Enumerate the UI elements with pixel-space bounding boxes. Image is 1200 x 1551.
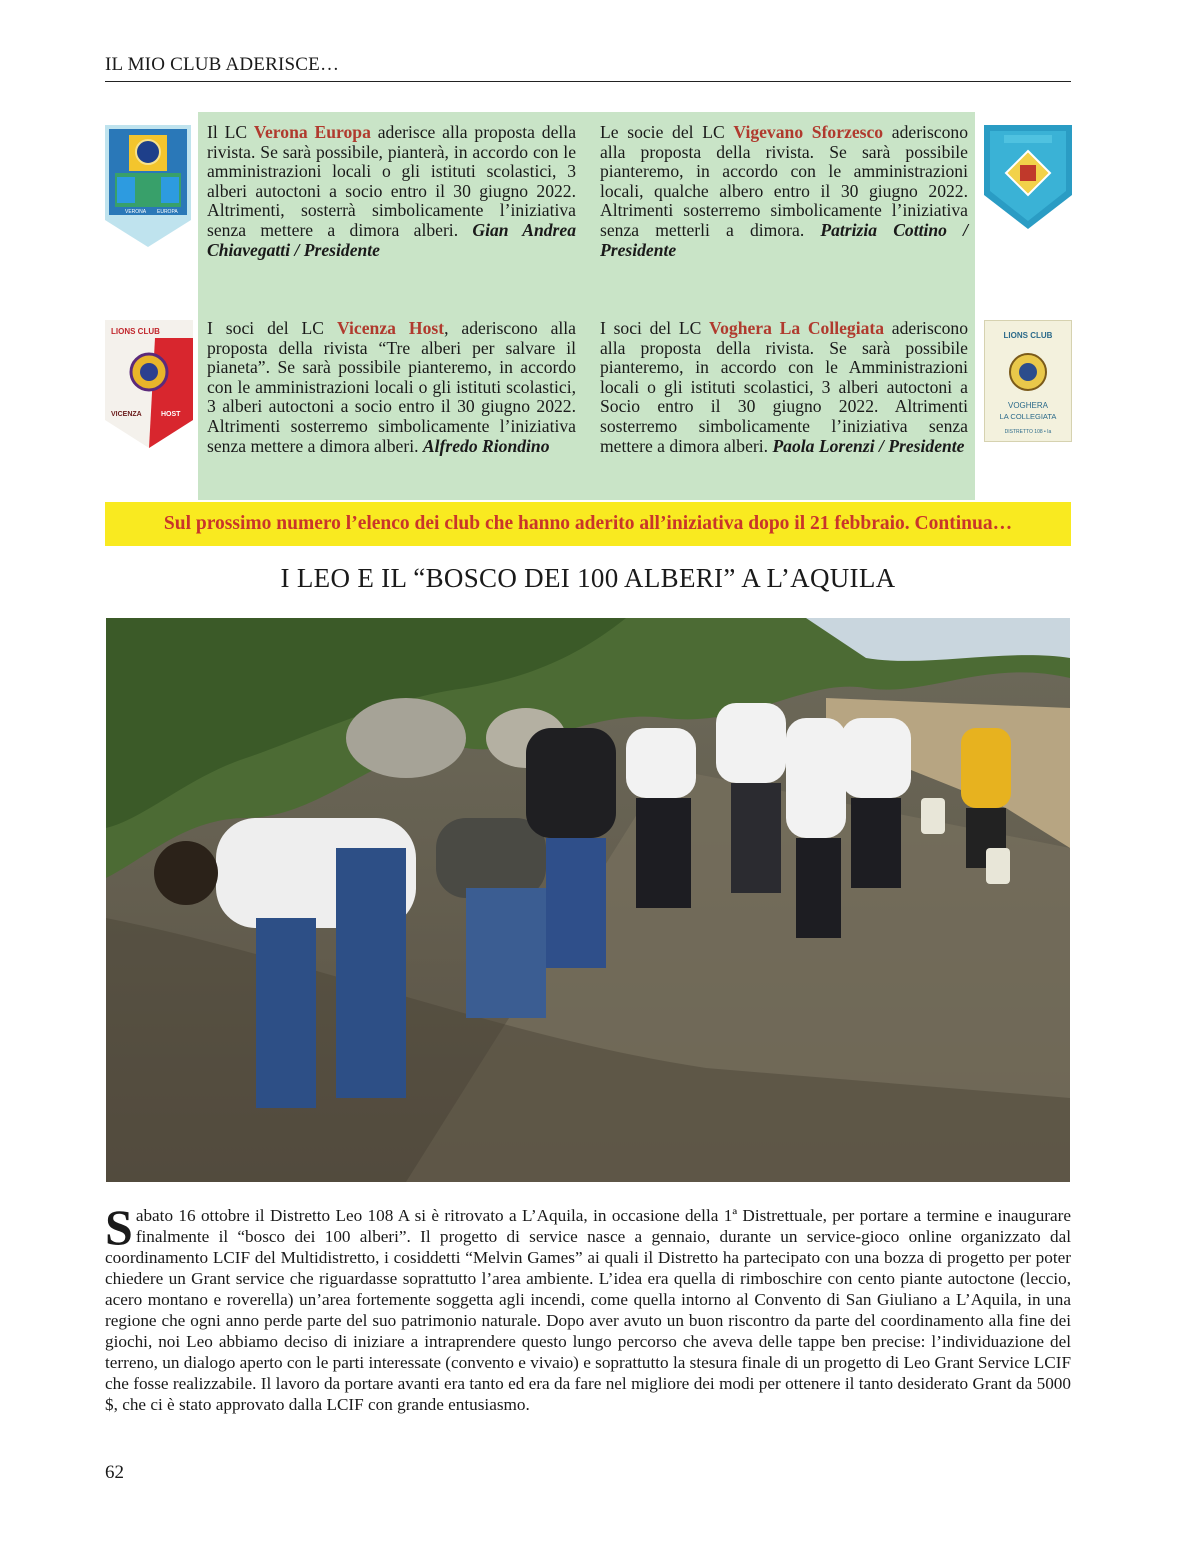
entry-prefix: I soci del LC [207, 318, 337, 338]
page-number: 62 [105, 1462, 124, 1483]
pennant-text-host: HOST [161, 411, 181, 418]
article-text: abato 16 ottobre il Distretto Leo 108 A si è ritrovato a L’Aquila, in occasione della 1ª Distrettuale, per portare a termine e inaugurare finalmente il “bosco dei 100 alberi”. Il progetto di service nasce a gennaio, durante un service-gioco online organizzato dal coordinamento LCIF del Multidistretto, i cosiddetti “Melvin Games” ai quali il Distretto ha partecipato con una bozza di progetto per poter chiedere un Grant service che riguardasse soprattutto l’area ambiente. L’idea era quella di rimboschire con cento piante autoctone (leccio, acero montano e roverella) un’area fortemente soggetta agli incendi, come quella intorno al Convento di San Giuliano a L’Aquila, in una regione che ogni anno perde parte del suo patrimonio naturale. Dopo aver avuto un buon riscontro da parte del coordinamento alla fine dei giochi, noi Leo abbiamo deciso di iniziare a intraprendere questo lungo percorso che aveva delle tappe ben precise: l’individuazione del terreno, un dialogo aperto con le parti interessate (convento e vivaio) e soprattutto la stesura finale di un progetto di Leo Grant Service LCIF che fosse realizzabile. Il lavoro da portare avanti era tanto ed era da fare nel migliore dei modi per ottenere il tanto desiderato Grant da 5000 $, che ci è stato approvato dalla LCIF con grande entusiasmo. [105, 1206, 1072, 1414]
voghera-la-collegiata-pennant [984, 320, 1072, 442]
article-body [105, 1199, 1072, 1415]
entry-verona-europa [207, 123, 576, 260]
entry-body: aderiscono alla proposta della rivista. Se sarà possibile pianteremo, in accordo con le amministrazioni locali, qualche albero entro il 30 giugno 2022. Altrimenti sosterremo simbolicamente l’iniziativa senza metterli a dimora. [600, 122, 968, 240]
entry-prefix: I soci del LC [600, 318, 710, 338]
continuation-banner [105, 502, 1071, 546]
article-title: I LEO E IL “BOSCO DEI 100 ALBERI” A L’AQUILA [280, 563, 896, 593]
entry-signature: Gian Andrea Chiavegatti / Presidente [207, 219, 576, 260]
verona-europa-pennant [105, 125, 191, 247]
section-title: IL MIO CLUB ADERISCE… [105, 54, 340, 75]
entry-body: aderiscono alla proposta della rivista. Se sarà possibile pianteremo, in accordo con le Amministrazioni locali o gli istituti scolastici, 3 alberi autoctoni a Socio entro il 30 giugno 2022. Altrimenti sosterremo simbolicamente l’iniziativa senza mettere a dimora alberi. [600, 318, 968, 456]
entry-prefix: Il LC [207, 122, 254, 142]
entry-vicenza-host [207, 319, 576, 456]
entry-body: aderisce alla proposta della rivista. Se sarà possibile, pianterà, in accordo con le amministrazioni locali o gli istituti scolastici, 3 alberi autoctoni a socio entro il 30 giugno 2022. Altrimenti, sosterrà simbolicamente l’iniziativa senza mettere a dimora alberi. [207, 122, 577, 240]
entry-signature: Alfredo Riondino [422, 435, 550, 456]
pennant-text-verona: VERONA [125, 209, 147, 215]
entry-voghera-la-collegiata [600, 319, 968, 456]
banner-text: Sul prossimo numero l’elenco dei club che hanno aderito all’iniziativa dopo il 21 febbraio. Continua… [163, 513, 1013, 534]
club-name: Vigevano Sforzesco [733, 122, 884, 142]
pennant-text-collegiata: LA COLLEGIATA [999, 412, 1057, 421]
pennant-text-lions-club: LIONS CLUB [111, 327, 160, 336]
pennant-text-vicenza: VICENZA [111, 411, 142, 418]
vicenza-host-pennant [105, 320, 193, 448]
club-name: Vicenza Host [336, 318, 445, 338]
entry-body: , aderiscono alla proposta della rivista “Tre alberi per salvare il pianeta”. Se sarà possibile pianteremo, in accordo con le amministrazioni locali o gli istituti scolastici, 3 alberi autoctoni a socio entro il 30 giugno 2022. Altrimenti sosterremo simbolicamente l’iniziativa senza mettere a dimora alberi. [207, 318, 576, 456]
vigevano-sforzesco-pennant [984, 125, 1072, 229]
section-header [105, 54, 1071, 82]
pennant-text-distretto: DISTRETTO 108 • Ia [1004, 429, 1052, 435]
entry-vigevano-sforzesco [600, 123, 968, 260]
entry-signature: Patrizia Cottino / Presidente [600, 219, 968, 260]
pennant-text-lions-club-2: LIONS CLUB [1003, 331, 1053, 340]
drop-cap: S [105, 1199, 133, 1255]
pennant-text-voghera: VOGHERA [1007, 401, 1049, 410]
pennant-text-europa: EUROPA [157, 209, 178, 215]
photo-illustration [106, 618, 1070, 1182]
entry-prefix: Le socie del LC [600, 122, 734, 142]
entry-signature: Paola Lorenzi / Presidente [772, 435, 965, 456]
article-photo [106, 618, 1070, 1182]
club-name: Voghera La Collegiata [709, 318, 885, 338]
club-name: Verona Europa [253, 122, 371, 142]
